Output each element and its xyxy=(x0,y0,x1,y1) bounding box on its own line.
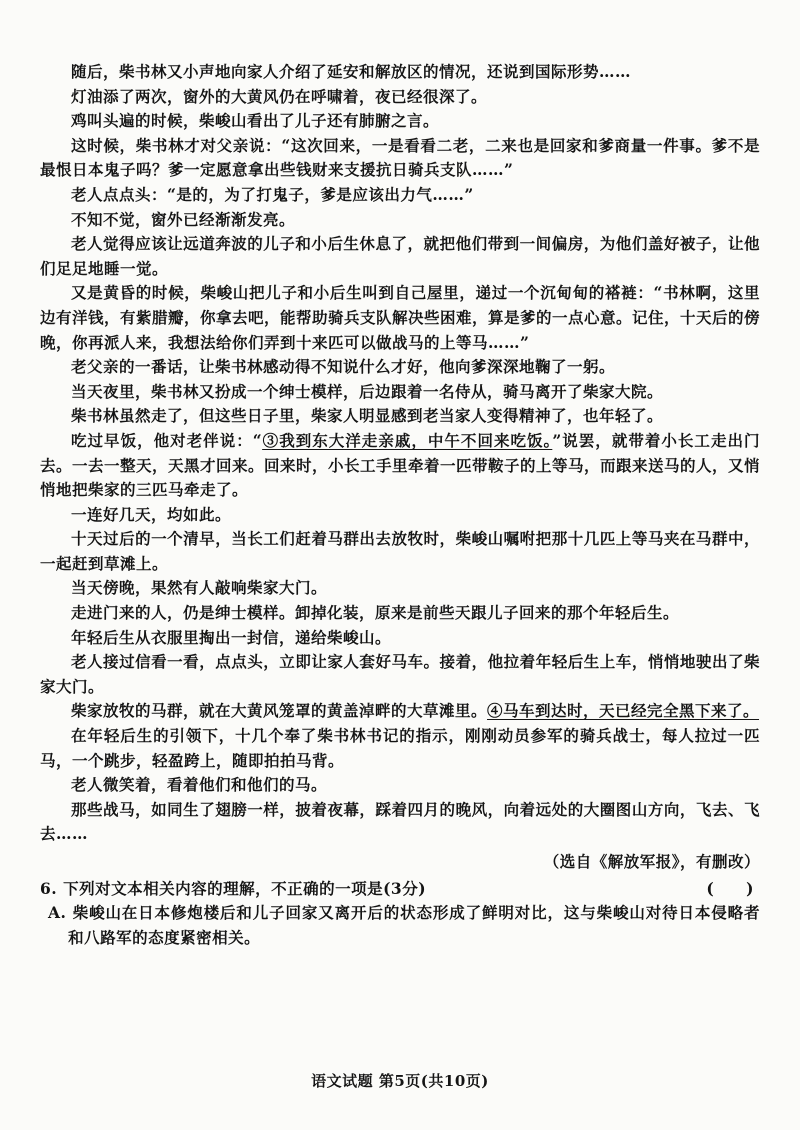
source-citation: （选自《解放军报》，有删改） xyxy=(543,852,760,871)
paragraph: 随后，柴书林又小声地向家人介绍了延安和解放区的情况，还说到国际形势…… xyxy=(71,62,632,81)
paragraph-with-underline xyxy=(40,429,760,503)
paragraph-with-underline xyxy=(40,699,760,724)
option-a: A. 柴峻山在日本修炮楼后和儿子回家又离开后的状态形成了鲜明对比，这与柴峻山对待日本侵略者和八路军的态度紧密相关。 xyxy=(48,903,760,947)
underlined-sentence-3: ③我到东大洋走亲戚，中午不回来吃饭。 xyxy=(262,430,553,450)
paragraph: 不知不觉，窗外已经渐渐发亮。 xyxy=(71,209,296,229)
underlined-sentence-4: ④马车到达时，天已经完全黑下来了。 xyxy=(487,701,760,721)
paragraph: 老人点点头：“是的，为了打鬼子，爹是应该出力气……” xyxy=(71,184,474,204)
paragraph: 当天夜里，柴书林又扮成一个绅士模样，后边跟着一名侍从，骑马离开了柴家大院。 xyxy=(71,381,664,401)
paragraph: 当天傍晚，果然有人敲响柴家大门。 xyxy=(71,578,328,598)
answer-blank: ( ) xyxy=(706,878,754,898)
paragraph: 年轻后生从衣服里掏出一封信，递给柴峻山。 xyxy=(71,627,392,647)
paragraph: 这时候，柴书林才对父亲说：“这次回来，一是看看二老，二来也是回家和爹商量一件事。爹不是最恨日本鬼子吗？爹一定愿意拿出些钱财来支援抗日骑兵支队……” xyxy=(40,135,760,180)
paragraph: 在年轻后生的引领下，十几个奉了柴书林书记的指示，刚刚动员参军的骑兵战士，每人拉过一匹马，一个跳步，轻盈跨上，随即拍拍马背。 xyxy=(40,726,760,770)
question-6-stem xyxy=(40,877,760,902)
paragraph: 灯油添了两次，窗外的大黄风仍在呼啸着，夜已经很深了。 xyxy=(71,86,488,106)
paragraph: 一连好几天，均如此。 xyxy=(71,504,232,524)
paragraph: 老人接过信看一看，点点头，立即让家人套好马车。接着，他拉着年轻后生上车，悄悄地驶出了柴家大门。 xyxy=(40,652,760,696)
paragraph: 走进门来的人，仍是绅士模样。卸掉化装，原来是前些天跟儿子回来的那个年轻后生。 xyxy=(71,603,680,623)
paragraph: 又是黄昏的时候，柴峻山把儿子和小后生叫到自己屋里，递过一个沉甸甸的褡裢：“书林啊，这里边有洋钱，有紫腊瓣，你拿去吧，能帮助骑兵支队解决些困难，算是爹的一点心意。记住，十天后的傍晚，你再派人来，我想法给你们弄到十来匹可以做战马的上等马……” xyxy=(40,283,761,352)
paragraph-text: 柴家放牧的马群，就在大黄风笼罩的黄盖淖畔的大草滩里。 xyxy=(71,701,488,721)
paragraph: 鸡叫头遍的时候，柴峻山看出了儿子还有肺腑之言。 xyxy=(71,111,440,131)
paragraph: 柴书林虽然走了，但这些日子里，柴家人明显感到老当家人变得精神了，也年轻了。 xyxy=(71,406,664,426)
paragraph-text: ”说罢，就带着小长工走出门去。一去一整天，天黑才回来。回来时，小长工手里牵着一匹带鞍子的上等马，而跟来送马的人，又悄悄地把柴家的三匹马牵走了。 xyxy=(40,430,761,500)
paragraph: 那些战马，如同生了翅膀一样，披着夜幕，踩着四月的晚风，向着远处的大圈图山方向，飞去、飞去…… xyxy=(40,799,760,844)
reading-passage xyxy=(40,60,760,950)
page-footer: 语文试题 第5页(共10页) xyxy=(311,1072,489,1090)
paragraph-text: 吃过早饭，他对老伴说：“ xyxy=(71,430,263,450)
paragraph: 老人微笑着，看着他们和他们的马。 xyxy=(71,775,328,795)
paragraph: 十天过后的一个清早，当长工们赶着马群出去放牧时，柴峻山嘱咐把那十几匹上等马夹在马群中，一起赶到草滩上。 xyxy=(40,529,760,573)
question-text: 6. 下列对文本相关内容的理解，不正确的一项是(3分) xyxy=(40,878,427,898)
paragraph: 老父亲的一番话，让柴书林感动得不知说什么才好，他向爹深深地鞠了一躬。 xyxy=(71,357,616,377)
paragraph: 老人觉得应该让远道奔波的儿子和小后生休息了，就把他们带到一间偏房，为他们盖好被子，让他们足足地睡一觉。 xyxy=(40,234,760,278)
